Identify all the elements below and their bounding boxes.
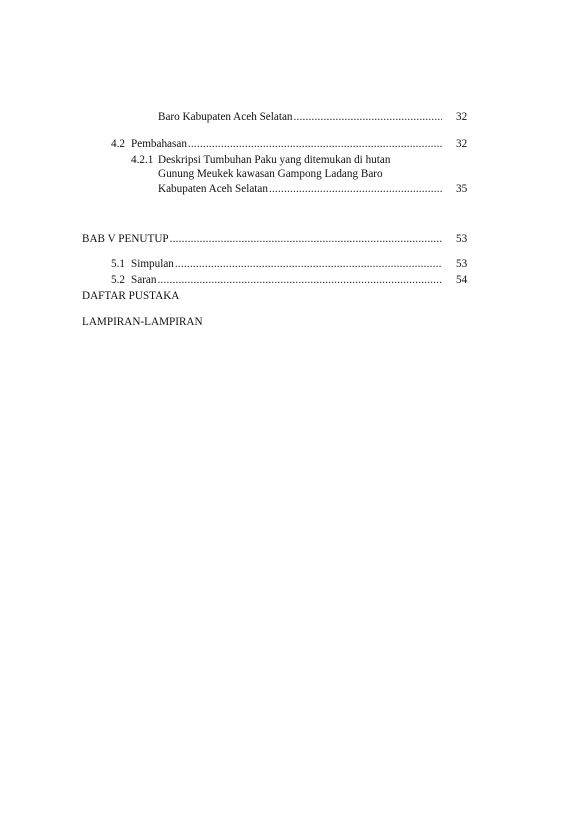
toc-entry-line: Gunung Meukek kawasan Gampong Ladang Baro <box>158 168 383 180</box>
dot-leader <box>175 257 442 271</box>
toc-lampiran: LAMPIRAN-LAMPIRAN <box>82 316 203 328</box>
toc-page-number: 32 <box>456 138 468 150</box>
toc-entry-5-2 <box>111 273 442 287</box>
toc-daftar-pustaka: DAFTAR PUSTAKA <box>82 290 180 302</box>
toc-entry-baro <box>158 110 442 124</box>
toc-page-number: 53 <box>456 258 468 270</box>
toc-entry-line: Deskripsi Tumbuhan Paku yang ditemukan di hutan <box>158 154 391 166</box>
dot-leader <box>294 110 442 124</box>
dot-leader <box>269 182 442 196</box>
toc-subsection-number: 4.2.1 <box>131 154 154 166</box>
toc-entry-label: Pembahasan <box>131 138 187 150</box>
dot-leader <box>157 273 442 287</box>
toc-entry-label: Kabupaten Aceh Selatan <box>158 183 268 195</box>
dot-leader <box>170 232 442 246</box>
toc-page-number: 54 <box>456 274 468 286</box>
toc-entry-bab-v <box>82 232 442 246</box>
toc-entry-label: Saran <box>131 274 157 286</box>
toc-page-number: 53 <box>456 233 468 245</box>
toc-entry-label: Simpulan <box>131 258 174 270</box>
toc-chapter-label: BAB V PENUTUP <box>82 233 169 245</box>
toc-entry-4-2 <box>111 137 442 151</box>
toc-entry-4-2-1-last <box>158 182 442 196</box>
toc-page-number: 32 <box>456 111 468 123</box>
toc-page-number: 35 <box>456 183 468 195</box>
toc-entry-5-1 <box>111 257 442 271</box>
toc-section-number: 5.2 <box>111 274 125 286</box>
toc-section-number: 4.2 <box>111 138 125 150</box>
toc-section-number: 5.1 <box>111 258 125 270</box>
toc-entry-label: Baro Kabupaten Aceh Selatan <box>158 111 293 123</box>
dot-leader <box>188 137 442 151</box>
